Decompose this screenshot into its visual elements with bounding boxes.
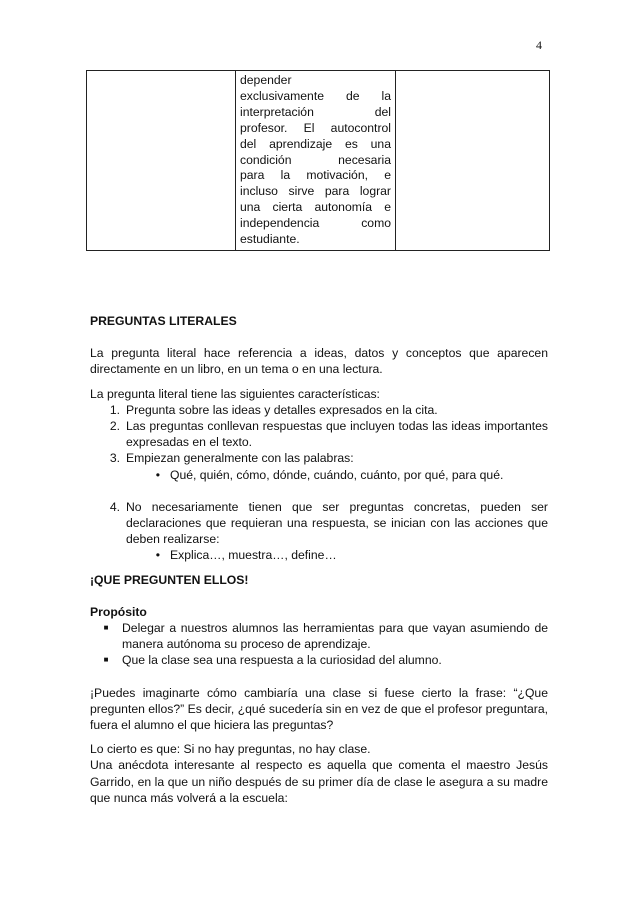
bullet-item bbox=[90, 467, 548, 483]
bullet-item bbox=[90, 547, 548, 563]
list-text: Empiezan generalmente con las palabras: bbox=[126, 451, 354, 466]
list-item bbox=[90, 499, 548, 548]
cell-line: condición necesaria bbox=[240, 152, 391, 167]
purpose-text: Delegar a nuestros alumnos las herramientas para que vayan asumiendo de manera autónoma su proceso de aprendizaje. bbox=[122, 621, 548, 652]
purpose-item bbox=[90, 620, 548, 652]
cell-line: para la motivación, e bbox=[240, 168, 391, 183]
cell-line: independencia como bbox=[240, 216, 391, 231]
bullet-text: Explica…, muestra…, define… bbox=[170, 548, 337, 563]
list-text: Pregunta sobre las ideas y detalles expresados en la cita. bbox=[126, 402, 438, 417]
square-bullet-icon: ■ bbox=[103, 655, 109, 665]
list-item bbox=[90, 418, 548, 450]
table-row bbox=[87, 71, 550, 251]
cell-line: depender bbox=[240, 73, 292, 87]
cell-line: del aprendizaje es una bbox=[240, 136, 391, 151]
cell-line: exclusivamente de la bbox=[240, 88, 391, 103]
purpose-item bbox=[90, 652, 548, 668]
cell-line: estudiante. bbox=[240, 232, 300, 247]
literal-heading: PREGUNTAS LITERALES bbox=[90, 314, 237, 328]
bullet-icon: • bbox=[155, 548, 160, 563]
ellos-heading: ¡QUE PREGUNTEN ELLOS! bbox=[90, 572, 249, 587]
table-cell-right bbox=[396, 71, 550, 251]
cell-line: profesor. El autocontrol bbox=[240, 120, 391, 135]
paragraph: Una anécdota interesante al respecto es aquella que comenta el maestro Jesús Garrido, en la que un niño después de su primer día de clase le asegura a su madre que nunca más volverá a la escuela: bbox=[90, 758, 548, 805]
list-number: 1. bbox=[109, 402, 120, 417]
list-item bbox=[90, 450, 548, 466]
bullet-icon: • bbox=[155, 467, 160, 482]
cell-line: una cierta autonomía e bbox=[240, 200, 391, 215]
page-number: 4 bbox=[536, 38, 542, 52]
characteristics-list bbox=[90, 402, 548, 467]
paragraph: Lo cierto es que: Si no hay preguntas, no hay clase. bbox=[90, 742, 371, 757]
list-text: Las preguntas conllevan respuestas que incluyen todas las ideas importantes expresadas en el texto. bbox=[126, 419, 548, 450]
continued-table bbox=[86, 70, 550, 251]
proposito-heading: Propósito bbox=[90, 604, 147, 619]
square-bullet-icon: ■ bbox=[103, 623, 109, 633]
cell-line: interpretación del bbox=[240, 104, 391, 119]
list-number: 2. bbox=[109, 419, 120, 434]
literal-intro: La pregunta literal hace referencia a ideas, datos y conceptos que aparecen directamente en un libro, en un tema o en una lectura. bbox=[90, 346, 548, 377]
paragraph: ¡Puedes imaginarte cómo cambiaría una clase si fuese cierto la frase: “¿Que pregunten ellos?” Es decir, ¿qué sucedería sin en vez de que el profesor preguntara, fuera el alumno el que hiciera las preguntas? bbox=[90, 685, 548, 733]
characteristics-list-continued bbox=[90, 499, 548, 548]
purpose-text: Que la clase sea una respuesta a la curiosidad del alumno. bbox=[122, 653, 442, 668]
literal-characteristics-intro: La pregunta literal tiene las siguientes características: bbox=[90, 386, 380, 401]
table-cell-left bbox=[87, 71, 236, 251]
main-content bbox=[90, 313, 548, 806]
bullet-text: Qué, quién, cómo, dónde, cuándo, cuánto, por qué, para qué. bbox=[170, 467, 504, 482]
table-cell-middle bbox=[236, 71, 396, 251]
list-number: 3. bbox=[109, 451, 120, 466]
list-item bbox=[90, 402, 548, 418]
cell-line: incluso sirve para lograr bbox=[240, 184, 391, 199]
list-text: No necesariamente tienen que ser preguntas concretas, pueden ser declaraciones que requieran una respuesta, se inician con las acciones que deben realizarse: bbox=[126, 499, 548, 547]
list-number: 4. bbox=[109, 499, 120, 514]
